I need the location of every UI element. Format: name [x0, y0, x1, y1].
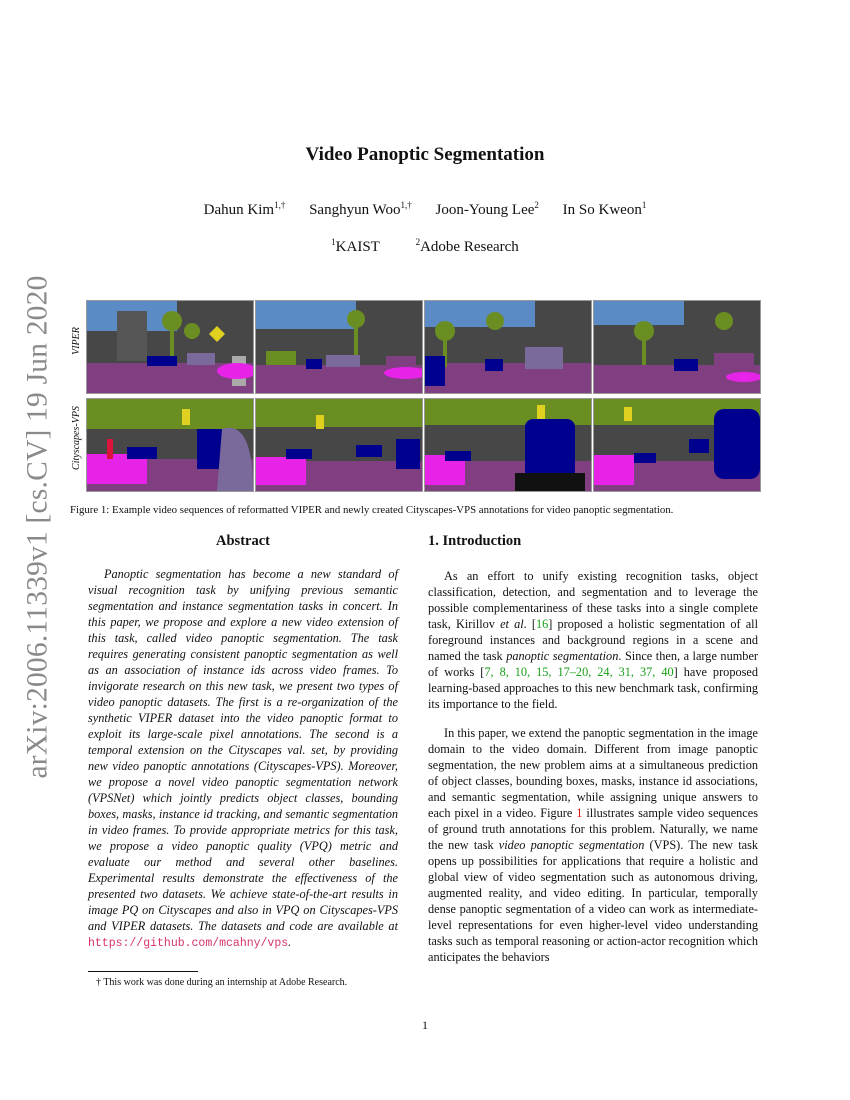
cityscapes-frame-3: [424, 398, 592, 492]
abstract-text: Panoptic segmentation has become a new standard of visual recognition task by unifying previous semantic segmentation and instance segmentation tasks in concert. In this paper, we propose and explore a new video extension of this task, called video panoptic segmentation. The task requires generating consistent panoptic segmentation as well as an association of instance ids across video frames. To invigorate research on this new task, we present two types of video panoptic datasets. The first is a re-organization of the synthetic VIPER dataset into the video panoptic format to exploit its large-scale pixel annotations. The second is a temporal extension on the Cityscapes val. set, by providing new video panoptic annotations (Cityscapes-VPS). Moreover, we propose a novel video panoptic segmentation network (VPSNet) which jointly predicts object classes, bounding boxes, masks, instance id tracking, and semantic segmentation in video frames. To provide appropriate metrics for this task, we propose a video panoptic quality (VPQ) metric and evaluate our method and several other baselines. Experimental results demonstrate the effectiveness of the presented two datasets. We achieve state-of-the-art results in image PQ on Cityscapes and also in VPQ on Cityscapes-VPS and VIPER datasets. The datasets and code are available at: [88, 567, 398, 933]
citation-link[interactable]: 16: [535, 617, 549, 631]
figure-caption: Figure 1: Example video sequences of reformatted VIPER and newly created Cityscapes-VPS annotations for video panoptic segmentation.: [70, 504, 674, 516]
abstract-body: Panoptic segmentation has become a new standard of visual recognition task by unifying previous semantic segmentation and instance segmentation tasks in concert. In this paper, we propose and explore a new video extension of this task, called video panoptic segmentation. The task requires generating consistent panoptic segmentation as well as an association of instance ids across video frames. To invigorate research on this new task, we present two types of video panoptic datasets. The first is a re-organization of the synthetic VIPER dataset into the video panoptic format to exploit its large-scale pixel annotations. The second is a temporal extension on the Cityscapes val. set, by providing new video panoptic annotations (Cityscapes-VPS). Moreover, we propose a novel video panoptic segmentation network (VPSNet) which jointly predicts object classes, bounding boxes, masks, instance id tracking, and semantic segmentation in video frames. To provide appropriate metrics for this task, we propose a video panoptic quality (VPQ) metric and evaluate our method and several other baselines. Experimental results demonstrate the effectiveness of the presented two datasets. We achieve state-of-the-art results in image PQ on Cityscapes and also in VPQ on Cityscapes-VPS and VIPER datasets. The datasets and code are available at https://github.com/mcahny/vps.: [88, 567, 398, 950]
intro-paragraph-2: In this paper, we extend the panoptic segmentation in the image domain to the video domain. Different from image panoptic segmentation, the new problem aims at a simultaneous prediction of object classes, bounding boxes, masks, instance id associations, and semantic segmentation, while assigning unique answers to each pixel in a video. Figure 1 illustrates sample video sequences of ground truth annotations for this problem. Naturally, we name the new task video panoptic segmentation (VPS). The new task opens up possibilities for applications that require a holistic and global view of video segmentation such as autonomous driving, augmented reality, and video editing. In particular, temporally dense panoptic segmentation of a video can work as intermediate-level representations for even higher-level video understanding tasks such as temporal reasoning or action-actor recognition which anticipates the behaviors: [428, 726, 759, 964]
code-link[interactable]: https://github.com/mcahny/vps: [88, 937, 289, 950]
footnote-rule: [88, 971, 198, 972]
row-label-cityscapes: Cityscapes-VPS: [71, 406, 82, 470]
paper-title: Video Panoptic Segmentation: [305, 144, 545, 165]
row-label-viper: VIPER: [71, 327, 82, 355]
author: In So Kweon$^1$: [562, 200, 647, 218]
viper-frame-2: [255, 300, 423, 394]
cityscapes-frame-1: [86, 398, 254, 492]
intro-heading: 1. Introduction: [428, 533, 522, 549]
citation-links[interactable]: 7, 8, 10, 15, 17–20, 24, 31, 37, 40: [484, 665, 674, 679]
footnote: † This work was done during an internship at Adobe Research.: [96, 977, 348, 988]
author: Dahun Kim$^{1,\dagger}$: [203, 200, 286, 218]
author-list: [0, 200, 850, 219]
figure-ref-link[interactable]: 1: [576, 806, 583, 820]
viper-frame-3: [424, 300, 592, 394]
cityscapes-frame-2: [255, 398, 423, 492]
viper-frame-1: [86, 300, 254, 394]
cityscapes-frame-4: [593, 398, 761, 492]
affiliation: $^2$Adobe Research: [415, 237, 519, 255]
author: Joon-Young Lee$^2$: [435, 200, 539, 218]
figure-1: [70, 298, 760, 496]
intro-paragraph-1: As an effort to unify existing recognition tasks, object classification, detection, and segmentation and to leverage the possible complementariness of these tasks into a single complete task, Kirillov et al. [16] proposed a holistic segmentation of all foreground instances and background regions in a scene and named the task panoptic segmentation. Since then, a large number of works [7, 8, 10, 15, 17–20, 24, 31, 37, 40] have proposed learning-based approaches to this new benchmark task, confirming its importance to the field.: [428, 569, 759, 711]
arxiv-stamp: arXiv:2006.11339v1 [cs.CV] 19 Jun 2020: [21, 275, 54, 779]
arxiv-stamp-area: [8, 275, 68, 779]
affiliation: $^1$KAIST: [331, 237, 380, 255]
abstract-heading: Abstract: [216, 533, 270, 549]
page-number: 1: [422, 1018, 428, 1032]
affiliations: [0, 237, 850, 256]
viper-frame-4: [593, 300, 761, 394]
author: Sanghyun Woo$^{1,\dagger}$: [309, 200, 412, 218]
